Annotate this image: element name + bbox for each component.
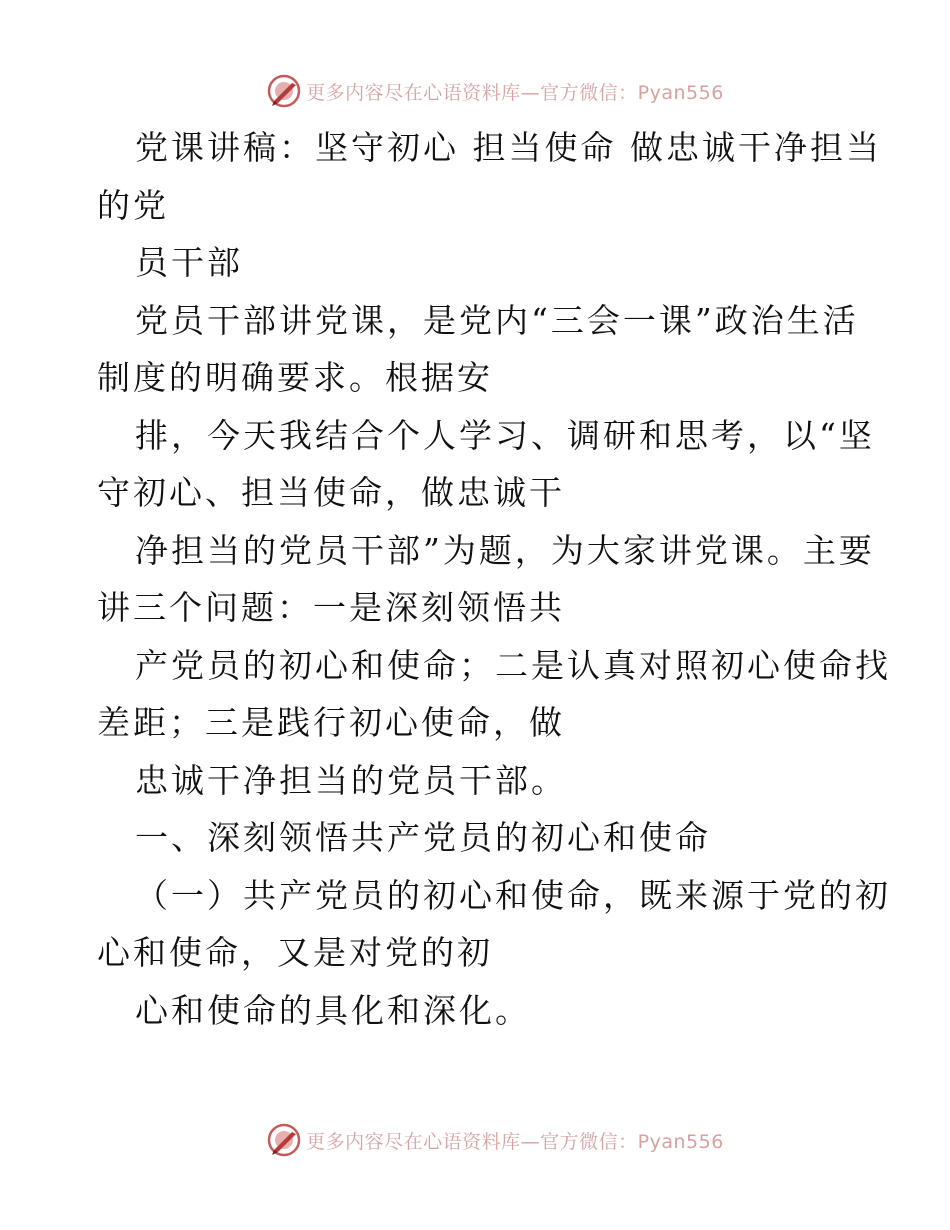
pen-logo-icon: [266, 73, 302, 109]
text-line: 守初心、担当使命，做忠诚干: [97, 473, 565, 512]
text-line: （一）共产党员的初心和使命，既来源于党的初: [135, 875, 891, 915]
text-line: 差距；三是践行初心使命，做: [97, 703, 565, 742]
text-line: 讲三个问题：一是深刻领悟共: [97, 588, 565, 627]
text-line: 净担当的党员干部”为题，为大家讲党课。主要: [135, 530, 875, 570]
watermark-text: 更多内容尽在心语资料库—官方微信：Pyan556: [306, 81, 724, 104]
document-body: [97, 119, 891, 1039]
text-line: 员干部: [135, 243, 243, 282]
watermark-text: 更多内容尽在心语资料库—官方微信：Pyan556: [306, 1130, 724, 1153]
text-line: 党员干部讲党课，是党内“三会一课”政治生活: [135, 300, 859, 340]
text-line: 党课讲稿：坚守初心 担当使命 做忠诚干净担当: [135, 128, 882, 167]
text-line: 的党: [97, 185, 169, 225]
section-heading: 一、深刻领悟共产党员的初心和使命: [135, 818, 711, 857]
text-line: 心和使命的具化和深化。: [135, 990, 531, 1030]
text-line: 心和使命，又是对党的初: [97, 933, 493, 972]
footer-watermark: [0, 1118, 950, 1162]
header-watermark: [0, 69, 950, 113]
text-line: 产党员的初心和使命；二是认真对照初心使命找: [135, 645, 891, 685]
pen-logo-icon: [266, 1122, 302, 1158]
text-line: 忠诚干净担当的党员干部。: [135, 760, 567, 800]
text-line: 制度的明确要求。根据安: [97, 358, 493, 397]
text-line: 排，今天我结合个人学习、调研和思考，以“坚: [135, 415, 875, 455]
